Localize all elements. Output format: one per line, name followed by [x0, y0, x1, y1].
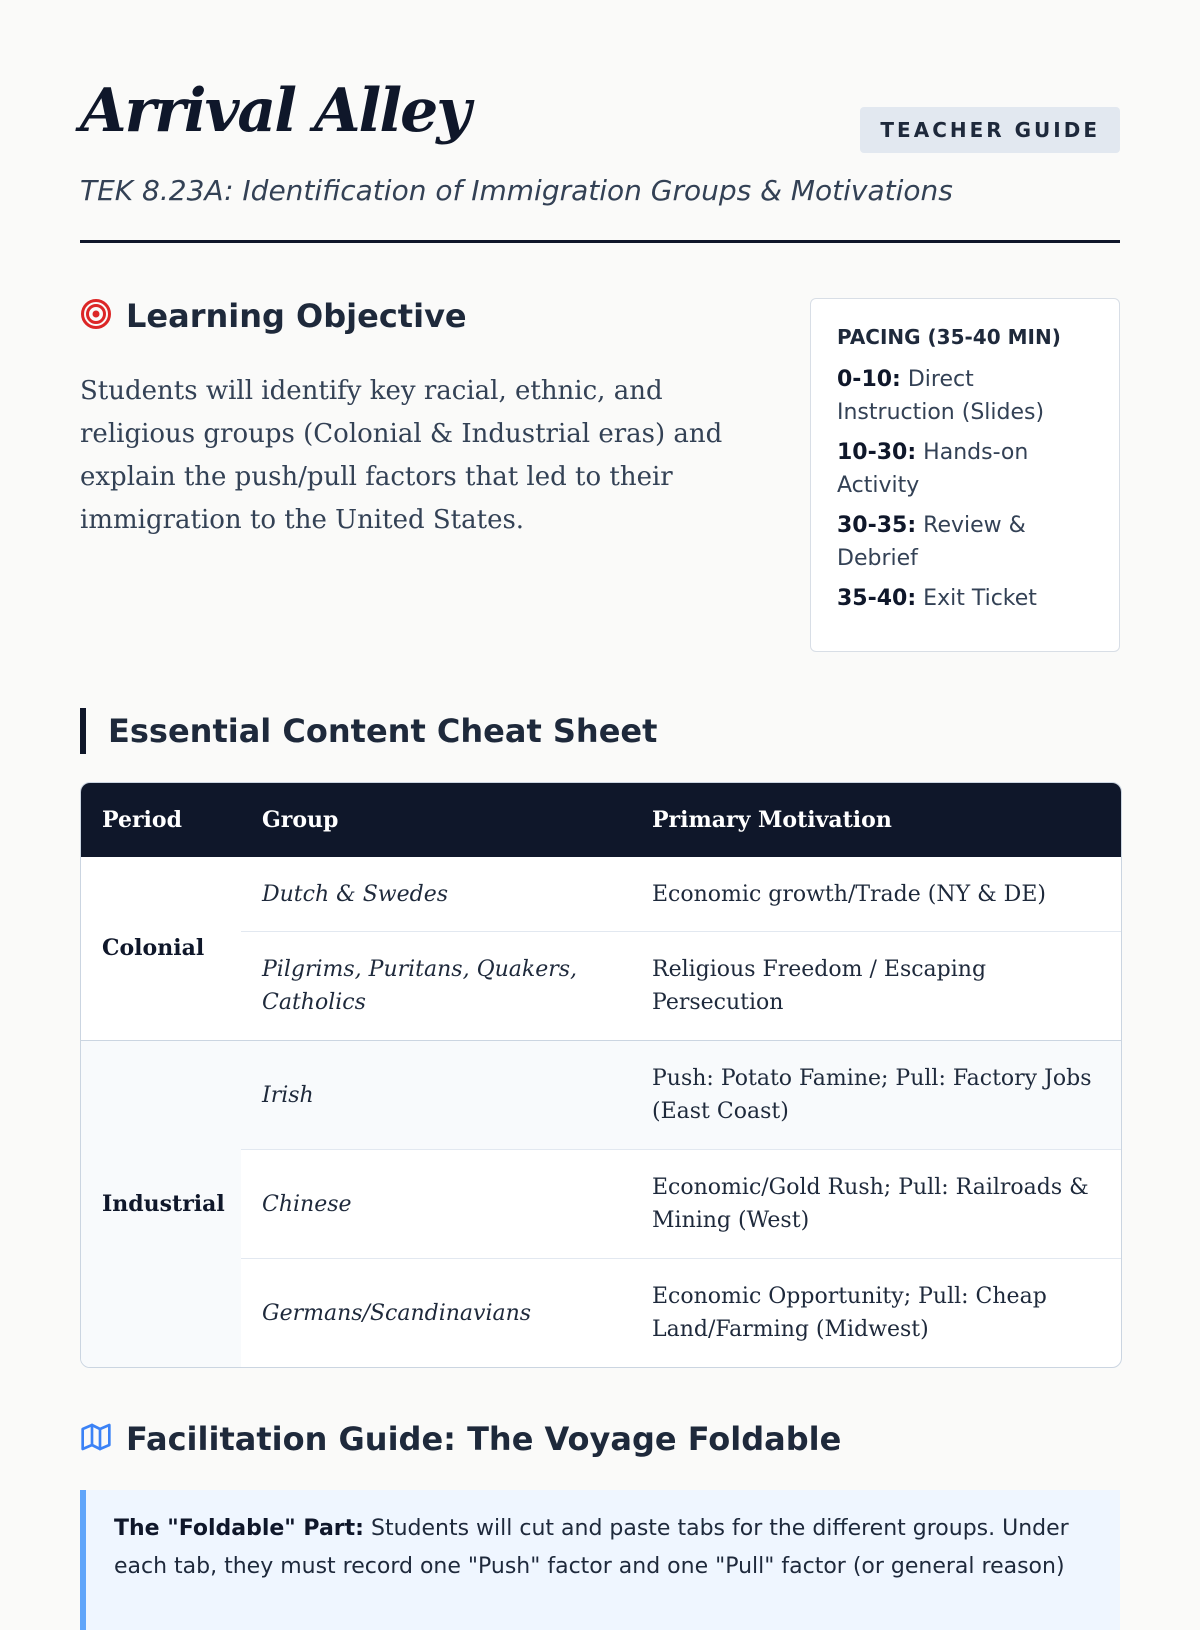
pacing-time: 0-10: — [837, 367, 901, 392]
teacher-guide-badge: TEACHER GUIDE — [860, 107, 1120, 153]
pacing-item — [837, 509, 1093, 575]
table-row — [81, 857, 1121, 932]
motivation-cell: Economic growth/Trade (NY & DE) — [652, 881, 1046, 907]
pacing-activity: Hands-on Activity — [837, 440, 1029, 498]
column-header-group: Group — [241, 783, 631, 857]
cheat-sheet-table — [80, 782, 1122, 1368]
callout-label: The "Foldable" Part: — [114, 1516, 364, 1541]
pacing-time: 30-35: — [837, 513, 917, 538]
facilitation-heading — [80, 1420, 841, 1458]
callout-body: Students will cut and paste tabs for the different groups. Under each tab, they must record one "Push" factor and one "Pull" factor (or general reason) — [114, 1516, 1069, 1579]
motivation-cell: Religious Freedom / Escaping Persecution — [631, 932, 1121, 1041]
pacing-time: 35-40: — [837, 586, 917, 611]
group-cell: Dutch & Swedes — [262, 881, 449, 907]
period-cell: Industrial — [81, 1041, 241, 1368]
map-icon — [80, 1421, 112, 1457]
pacing-activity: Direct Instruction (Slides) — [837, 367, 1045, 425]
pacing-title: PACING (35-40 MIN) — [837, 325, 1061, 349]
pacing-item — [837, 436, 1093, 502]
pacing-item — [837, 582, 1093, 615]
page-title: Arrival Alley — [80, 76, 470, 146]
group-cell: Chinese — [241, 1150, 631, 1259]
cheat-sheet-title: Essential Content Cheat Sheet — [108, 711, 658, 750]
group-cell: Germans/Scandinavians — [241, 1259, 631, 1368]
pacing-time: 10-30: — [837, 440, 917, 465]
pacing-card — [810, 298, 1120, 652]
column-header-motivation: Primary Motivation — [631, 783, 1121, 857]
group-cell: Pilgrims, Puritans, Quakers, Catholics — [241, 932, 631, 1041]
group-cell: Irish — [241, 1041, 631, 1150]
foldable-callout — [80, 1490, 1120, 1630]
table-header-row — [81, 783, 1121, 857]
facilitation-title: Facilitation Guide: The Voyage Foldable — [126, 1420, 842, 1458]
pacing-activity: Review & Debrief — [837, 513, 1026, 571]
header-divider — [80, 240, 1120, 243]
callout-text — [114, 1510, 1090, 1586]
target-icon — [80, 298, 112, 334]
motivation-cell: Economic Opportunity; Pull: Cheap Land/Farming (Midwest) — [631, 1259, 1121, 1368]
learning-objective-title: Learning Objective — [126, 297, 467, 335]
pacing-item — [837, 363, 1093, 429]
motivation-cell: Economic/Gold Rush; Pull: Railroads & Mining (West) — [631, 1150, 1121, 1259]
learning-objective-heading — [80, 297, 467, 335]
page-subtitle: TEK 8.23A: Identification of Immigration Groups & Motivations — [80, 174, 953, 207]
cheat-sheet-heading — [80, 708, 657, 754]
learning-objective-text: Students will identify key racial, ethnic, and religious groups (Colonial & Industrial eras) and explain the push/pull factors that led to their immigration to the United States. — [80, 376, 723, 535]
column-header-period: Period — [81, 783, 241, 857]
table-row — [81, 1041, 1121, 1150]
pacing-activity: Exit Ticket — [923, 586, 1037, 611]
period-cell: Colonial — [102, 935, 205, 961]
motivation-cell: Push: Potato Famine; Pull: Factory Jobs (East Coast) — [631, 1041, 1121, 1150]
